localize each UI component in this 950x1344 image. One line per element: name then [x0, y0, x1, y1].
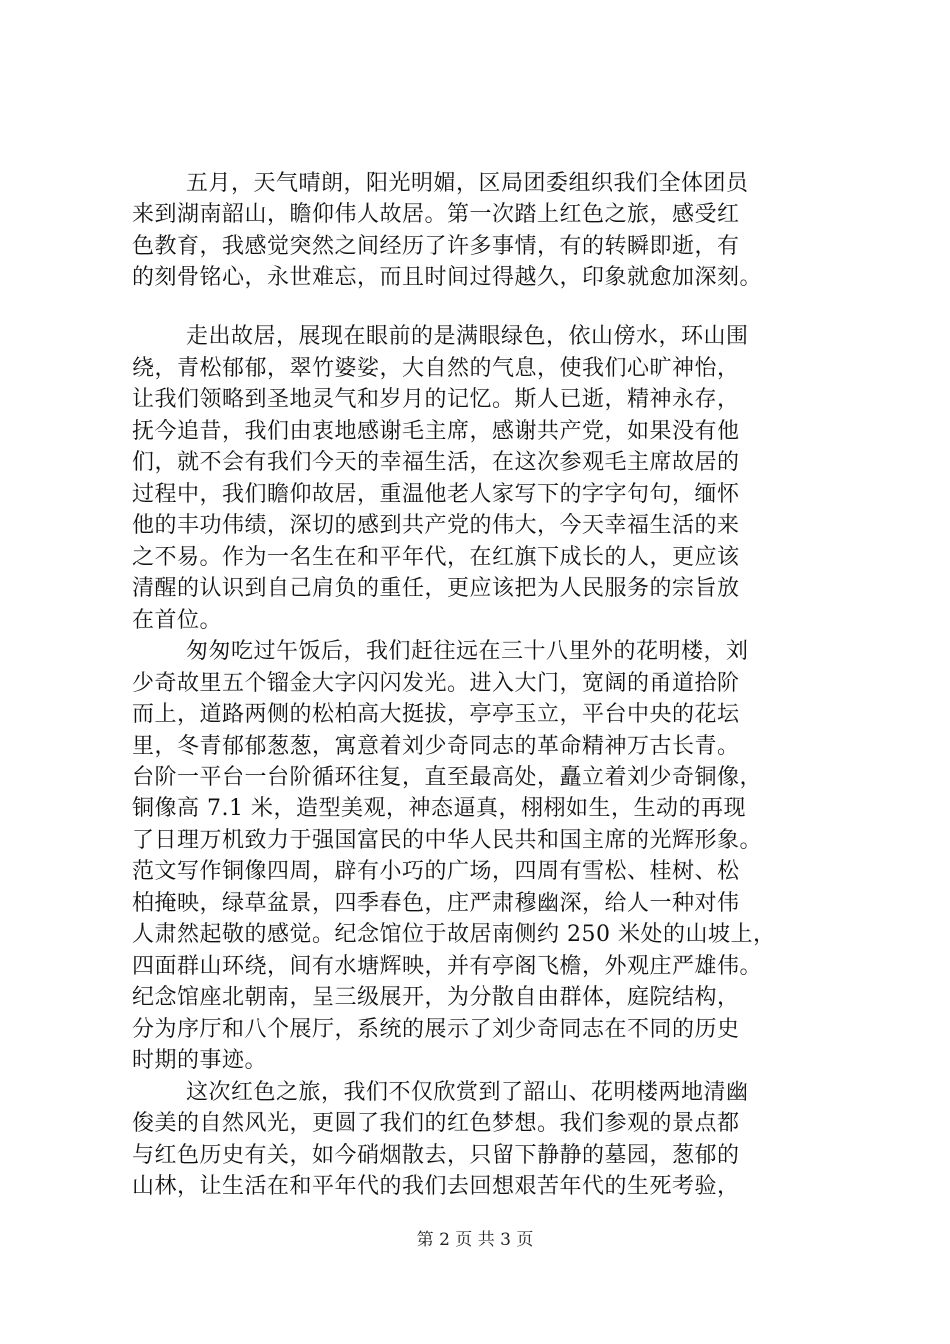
paragraph-line: 们，就不会有我们今天的幸福生活，在这次参观毛主席故居的	[132, 450, 740, 475]
paragraph-line: 人肃然起敬的感觉。纪念馆位于故居南侧约 250 米处的山坡上，	[132, 922, 776, 947]
paragraph-line: 这次红色之旅，我们不仅欣赏到了韶山、花明楼两地清幽	[186, 1080, 749, 1105]
paragraph-line: 四面群山环绕，间有水塘辉映，并有亭阁飞檐，外观庄严雄伟。	[132, 954, 763, 979]
paragraph-line: 让我们领略到圣地灵气和岁月的记忆。斯人已逝，精神永存，	[132, 387, 740, 412]
paragraph-line: 里，冬青郁郁葱葱，寓意着刘少奇同志的革命精神万古长青。	[132, 734, 740, 759]
paragraph-line: 色教育，我感觉突然之间经历了许多事情，有的转瞬即逝，有	[132, 234, 740, 259]
page-footer: 第 2 页 共 3 页	[416, 1230, 534, 1250]
paragraph-line: 匆匆吃过午饭后，我们赶往远在三十八里外的花明楼，刘	[186, 639, 749, 664]
paragraph-line: 在首位。	[132, 608, 223, 633]
paragraph-line: 清醒的认识到自己肩负的重任，更应该把为人民服务的宗旨放	[132, 576, 740, 601]
paragraph-line: 抚今追昔，我们由衷地感谢毛主席，感谢共产党，如果没有他	[132, 419, 740, 444]
paragraph-line: 走出故居，展现在眼前的是满眼绿色，依山傍水，环山围	[186, 324, 749, 349]
paragraph-line: 分为序厅和八个展厅，系统的展示了刘少奇同志在不同的历史	[132, 1017, 740, 1042]
paragraph-line: 范文写作铜像四周，辟有小巧的广场，四周有雪松、桂树、松	[132, 859, 740, 884]
paragraph-line: 而上，道路两侧的松柏高大挺拔，亭亭玉立，平台中央的花坛	[132, 702, 740, 727]
paragraph-line: 他的丰功伟绩，深切的感到共产党的伟大，今天幸福生活的来	[132, 513, 740, 538]
paragraph-line: 纪念馆座北朝南，呈三级展开，为分散自由群体，庭院结构，	[132, 985, 740, 1010]
paragraph-line: 俊美的自然风光，更圆了我们的红色梦想。我们参观的景点都	[132, 1111, 740, 1136]
paragraph-line: 少奇故里五个镏金大字闪闪发光。进入大门，宽阔的甬道拾阶	[132, 671, 740, 696]
paragraph-line: 之不易。作为一名生在和平年代，在红旗下成长的人，更应该	[132, 545, 740, 570]
paragraph-line: 绕，青松郁郁，翠竹婆娑，大自然的气息，使我们心旷神怡，	[132, 356, 740, 381]
paragraph-line: 的刻骨铭心，永世难忘，而且时间过得越久，印象就愈加深刻。	[132, 265, 763, 290]
paragraph-line: 时期的事迹。	[132, 1048, 268, 1073]
paragraph-line: 与红色历史有关，如今硝烟散去，只留下静静的墓园，葱郁的	[132, 1143, 740, 1168]
paragraph-line: 五月，天气晴朗，阳光明媚，区局团委组织我们全体团员	[186, 171, 749, 196]
paragraph-line: 铜像高 7.1 米，造型美观，神态逼真，栩栩如生，生动的再现	[132, 796, 746, 821]
paragraph-line: 山林，让生活在和平年代的我们去回想艰苦年代的生死考验，	[132, 1174, 740, 1199]
paragraph-line: 台阶一平台一台阶循环往复，直至最高处，矗立着刘少奇铜像，	[132, 765, 763, 790]
paragraph-line: 来到湖南韶山，瞻仰伟人故居。第一次踏上红色之旅，感受红	[132, 202, 740, 227]
paragraph-line: 了日理万机致力于强国富民的中华人民共和国主席的光辉形象。	[132, 828, 763, 853]
paragraph-line: 过程中，我们瞻仰故居，重温他老人家写下的字字句句，缅怀	[132, 482, 740, 507]
paragraph-line: 柏掩映，绿草盆景，四季春色，庄严肃穆幽深，给人一种对伟	[132, 891, 740, 916]
